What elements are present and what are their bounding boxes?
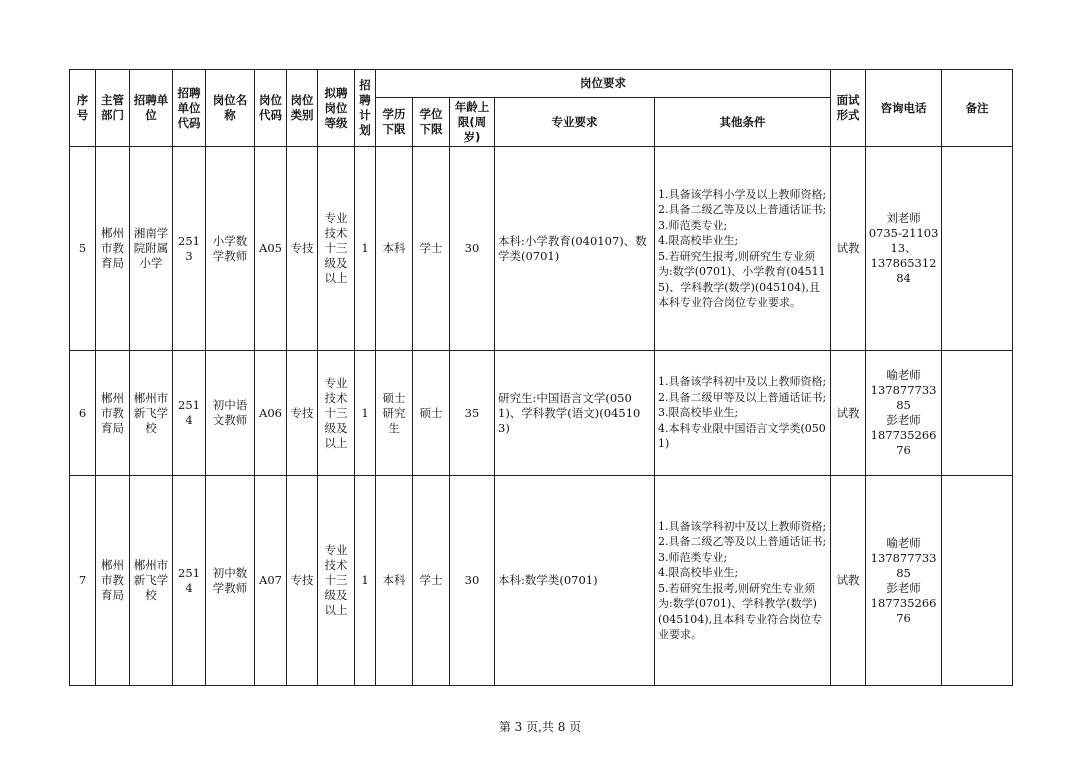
col-header-post-name: 岗位名称 — [206, 70, 255, 147]
cell-other-conditions — [655, 147, 831, 351]
cell-remark — [942, 147, 1013, 351]
table-row — [70, 476, 1013, 686]
condition-item: 4.本科专业限中国语言文学类(0501) — [658, 421, 826, 451]
cell-post-name: 初中数学教师 — [206, 476, 255, 686]
condition-item: 5.若研究生报考,则研究生专业须为:数学(0701)、小学教育(045115)、学科教学(数学)(045104),且本科专业符合岗位专业要求。 — [658, 249, 826, 309]
cell-plan: 1 — [355, 351, 376, 476]
cell-age: 30 — [450, 476, 495, 686]
condition-item: 3.限高校毕业生; — [658, 406, 739, 420]
col-header-dept: 主管部门 — [96, 70, 130, 147]
recruitment-table-page — [69, 69, 1012, 686]
cell-major: 本科:小学教育(040107)、数学类(0701) — [495, 147, 655, 351]
cell-remark — [942, 476, 1013, 686]
condition-item: 4.限高校毕业生; — [658, 566, 739, 579]
condition-item: 1.具备该学科小学及以上教师资格; — [658, 187, 827, 201]
table-row — [70, 351, 1013, 476]
cell-grade: 专业技术十三级及以上 — [318, 351, 355, 476]
cell-remark — [942, 351, 1013, 476]
cell-unit-code: 2514 — [173, 476, 206, 686]
cell-seq: 5 — [70, 147, 96, 351]
col-header-seq: 序号 — [70, 70, 96, 147]
cell-education: 硕士研究生 — [376, 351, 413, 476]
cell-age: 35 — [450, 351, 495, 476]
cell-interview: 试教 — [831, 476, 866, 686]
cell-education: 本科 — [376, 476, 413, 686]
condition-item: 1.具备该学科初中及以上教师资格; — [658, 375, 827, 389]
contact-number: 13787773385 — [870, 550, 937, 580]
cell-dept: 郴州市教育局 — [96, 351, 130, 476]
contact-name: 彭老师 — [886, 413, 921, 427]
contact-number: 13787773385 — [870, 383, 937, 412]
col-header-plan: 招聘计划 — [355, 70, 376, 147]
col-header-remark: 备注 — [942, 70, 1013, 147]
cell-seq: 6 — [70, 351, 96, 476]
col-header-grade: 拟聘岗位等级 — [318, 70, 355, 147]
contact-number: 13786531284 — [870, 256, 937, 285]
cell-post-type: 专技 — [287, 147, 318, 351]
cell-phone — [866, 351, 942, 476]
cell-grade: 专业技术十三级及以上 — [318, 147, 355, 351]
condition-item: 5.若研究生报考,则研究生专业须为:数学(0701)、学科教学(数学)(045104),且本科专业符合岗位专业要求。 — [658, 581, 823, 641]
cell-post-code: A07 — [255, 476, 287, 686]
contact-name: 刘老师 — [886, 211, 921, 225]
cell-unit-code: 2514 — [173, 351, 206, 476]
cell-post-name: 小学数学教师 — [206, 147, 255, 351]
cell-post-type: 专技 — [287, 351, 318, 476]
contact-number: 0735-2110313、 — [868, 226, 939, 255]
cell-dept: 郴州市教育局 — [96, 476, 130, 686]
contact-name: 喻老师 — [886, 368, 921, 382]
cell-post-type: 专技 — [287, 476, 318, 686]
condition-item: 3.师范类专业; — [658, 550, 728, 564]
condition-item: 1.具备该学科初中及以上教师资格; — [658, 519, 827, 533]
contact-name: 喻老师 — [886, 535, 921, 550]
cell-major: 本科:数学类(0701) — [495, 476, 655, 686]
page-number: 第 3 页,共 8 页 — [498, 720, 582, 734]
cell-interview: 试教 — [831, 351, 866, 476]
col-header-post-code: 岗位代码 — [255, 70, 287, 147]
col-header-major: 专业要求 — [495, 98, 655, 147]
condition-item: 4.限高校毕业生; — [658, 234, 739, 247]
condition-item: 3.师范类专业; — [658, 218, 728, 232]
cell-phone — [866, 476, 942, 686]
col-header-interview: 面试形式 — [831, 70, 866, 147]
condition-item: 2.具备二级乙等及以上普通话证书; — [658, 203, 827, 216]
cell-phone — [866, 147, 942, 351]
cell-unit: 湘南学院附属小学 — [130, 147, 173, 351]
cell-unit: 郴州市新飞学校 — [130, 351, 173, 476]
cell-education: 本科 — [376, 147, 413, 351]
col-header-education: 学历下限 — [376, 98, 413, 147]
cell-degree: 学士 — [413, 147, 450, 351]
cell-interview: 试教 — [831, 147, 866, 351]
cell-post-code: A06 — [255, 351, 287, 476]
col-header-age: 年龄上限(周岁) — [450, 98, 495, 147]
cell-age: 30 — [450, 147, 495, 351]
contact-number: 18773526676 — [870, 595, 937, 625]
condition-item: 2.具备二级甲等及以上普通话证书; — [658, 390, 827, 404]
cell-seq: 7 — [70, 476, 96, 686]
cell-degree: 学士 — [413, 476, 450, 686]
contact-number: 18773526676 — [870, 428, 937, 457]
cell-other-conditions — [655, 351, 831, 476]
cell-plan: 1 — [355, 147, 376, 351]
col-header-other: 其他条件 — [655, 98, 831, 147]
cell-unit-code: 2513 — [173, 147, 206, 351]
col-header-unit: 招聘单位 — [130, 70, 173, 147]
recruitment-table — [69, 69, 1013, 686]
cell-dept: 郴州市教育局 — [96, 147, 130, 351]
cell-major: 研究生:中国语言文学(0501)、学科教学(语文)(045103) — [495, 351, 655, 476]
col-header-post-type: 岗位类别 — [287, 70, 318, 147]
cell-post-code: A05 — [255, 147, 287, 351]
cell-grade: 专业技术十三级及以上 — [318, 476, 355, 686]
table-row — [70, 147, 1013, 351]
col-header-requirements: 岗位要求 — [376, 70, 831, 98]
cell-post-name: 初中语文教师 — [206, 351, 255, 476]
contact-name: 彭老师 — [886, 580, 921, 595]
cell-degree: 硕士 — [413, 351, 450, 476]
cell-plan: 1 — [355, 476, 376, 686]
condition-item: 2.具备二级乙等及以上普通话证书; — [658, 535, 827, 548]
cell-other-conditions — [655, 476, 831, 686]
cell-unit: 郴州市新飞学校 — [130, 476, 173, 686]
col-header-unit-code: 招聘单位代码 — [173, 70, 206, 147]
col-header-phone: 咨询电话 — [866, 70, 942, 147]
col-header-degree: 学位下限 — [413, 98, 450, 147]
